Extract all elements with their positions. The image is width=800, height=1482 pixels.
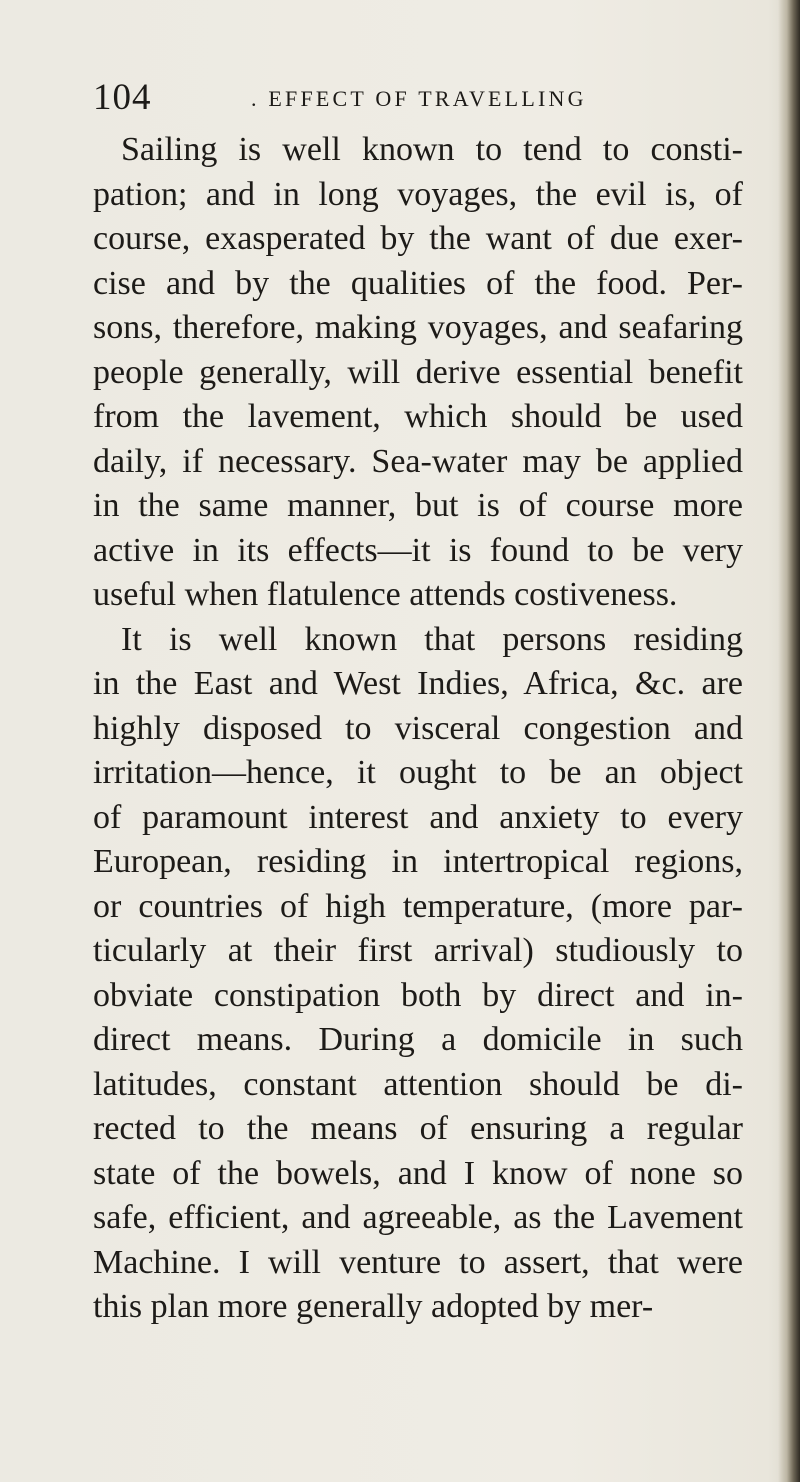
text-line: people generally, will derive essential benefit bbox=[93, 353, 743, 391]
text-line: sons, therefore, making voyages, and seafaring bbox=[93, 309, 743, 346]
text-line: irritation—hence, it ought to be an object bbox=[93, 754, 743, 791]
text-line: useful when flatulence attends costiveness. bbox=[93, 576, 678, 613]
paragraph-1 bbox=[93, 128, 743, 618]
text-line: from the lavement, which should be used bbox=[93, 398, 743, 435]
text-line: Sailing is well known to tend to consti- bbox=[121, 131, 743, 168]
text-line: in the same manner, but is of course more bbox=[93, 487, 743, 524]
text-line: latitudes, constant attention should be di- bbox=[93, 1065, 743, 1103]
text-line: European, residing in intertropical regions, bbox=[93, 843, 743, 880]
text-line: state of the bowels, and I know of none so bbox=[93, 1154, 743, 1192]
text-line: direct means. During a domicile in such bbox=[93, 1021, 743, 1058]
running-head bbox=[93, 76, 653, 120]
text-line: highly disposed to visceral congestion and bbox=[93, 709, 743, 747]
page-number: 104 bbox=[93, 77, 152, 118]
text-line: safe, efficient, and agreeable, as the Lavement bbox=[93, 1199, 743, 1236]
text-line: rected to the means of ensuring a regular bbox=[93, 1110, 743, 1147]
text-line: obviate constipation both by direct and in- bbox=[93, 976, 743, 1014]
text-line: or countries of high temperature, (more par- bbox=[93, 887, 743, 925]
text-line: of paramount interest and anxiety to every bbox=[93, 798, 743, 836]
page-binding-edge bbox=[778, 0, 800, 1482]
text-line: ticularly at their first arrival) studiously to bbox=[93, 932, 743, 969]
text-line: course, exasperated by the want of due exer- bbox=[93, 220, 743, 257]
body-text bbox=[93, 128, 743, 1330]
paragraph-2 bbox=[93, 618, 743, 1330]
text-line: in the East and West Indies, Africa, &c. are bbox=[93, 665, 743, 702]
text-line: this plan more generally adopted by mer- bbox=[93, 1288, 654, 1325]
running-title: . EFFECT OF TRAVELLING bbox=[251, 86, 587, 111]
text-line: daily, if necessary. Sea-water may be applied bbox=[93, 442, 743, 480]
text-line: pation; and in long voyages, the evil is, of bbox=[93, 175, 743, 213]
text-line: active in its effects—it is found to be very bbox=[93, 531, 743, 569]
text-line: It is well known that persons residing bbox=[121, 620, 743, 658]
text-line: cise and by the qualities of the food. Per- bbox=[93, 264, 743, 302]
text-line: Machine. I will venture to assert, that were bbox=[93, 1243, 743, 1281]
